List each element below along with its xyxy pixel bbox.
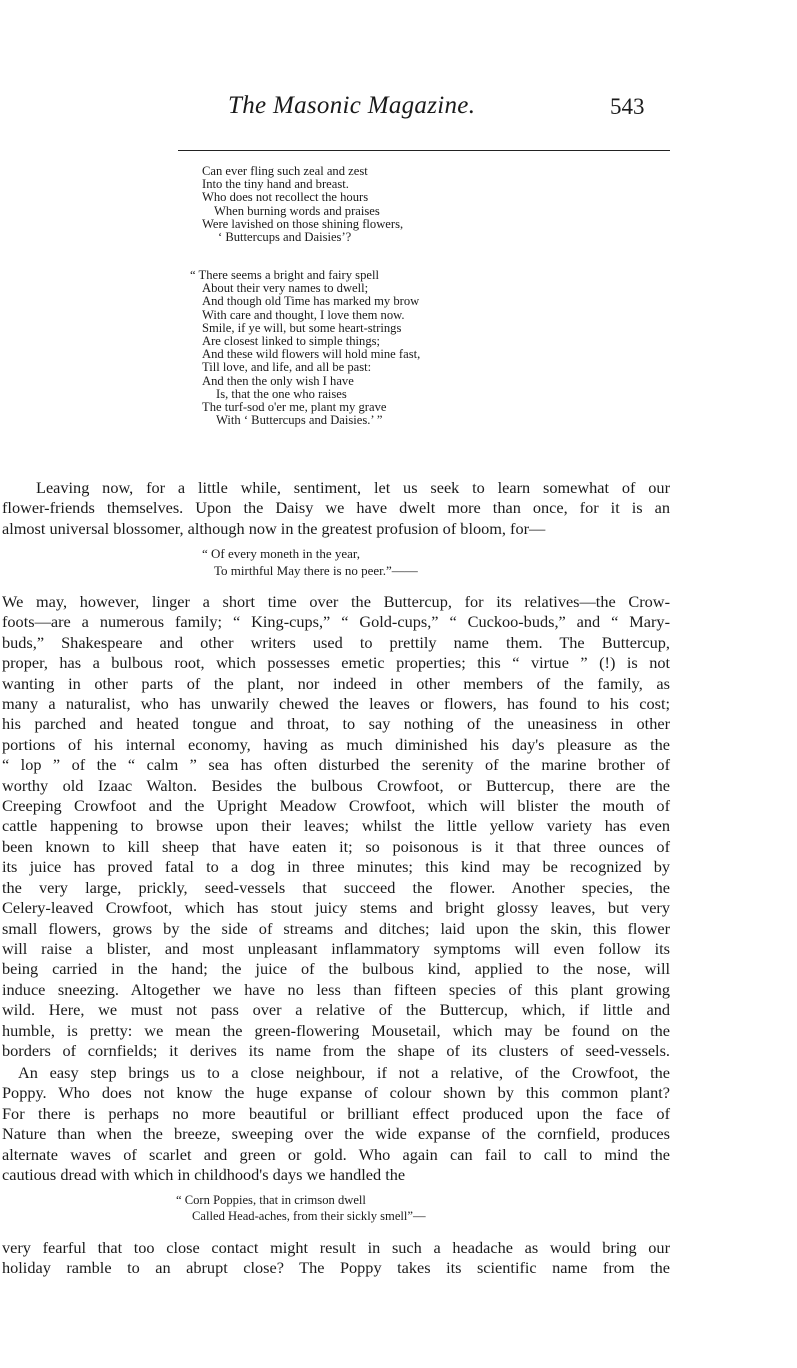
text-line: will raise a blister, and most unpleasant inflammatory symptoms will even follow its <box>2 938 670 958</box>
text-line: worthy old Izaac Walton. Besides the bulbous Crowfoot, or Buttercup, there are the <box>2 775 670 795</box>
verse-line: Can ever fling such zeal and zest <box>202 164 368 178</box>
text-line: humble, is pretty: we mean the green-flowering Mousetail, which may be found on the <box>2 1020 670 1040</box>
verse-line: ‘ Buttercups and Daisies’? <box>218 230 352 245</box>
text-line: his parched and heated tongue and throat, to say nothing of the uneasiness in other <box>2 714 670 734</box>
verse-stanza-2 <box>190 269 420 427</box>
text-line: induce sneezing. Altogether we have no less than fifteen species of this plant growing <box>2 979 670 999</box>
text-line: An easy step brings us to a close neighbour, if not a relative, of the Crowfoot, the <box>18 1063 670 1082</box>
text-line: flower-friends themselves. Upon the Daisy we have dwelt more than once, for it is an <box>2 498 670 518</box>
verse-line: The turf-sod o'er me, plant my grave <box>202 400 387 415</box>
verse-line: “ There seems a bright and fairy spell <box>190 268 379 282</box>
text-line: cautious dread with which in childhood's days we handled the <box>2 1165 406 1185</box>
text-line: wanting in other parts of the plant, nor indeed in other members of the family, as <box>2 673 670 693</box>
text-line: “ lop ” of the “ calm ” sea has often disturbed the serenity of the marine brother of <box>2 755 670 775</box>
text-line: Nature than when the breeze, sweeping over the wide expanse of the cornfield, produces <box>2 1124 670 1144</box>
running-title: The Masonic Magazine. <box>228 92 476 119</box>
text-line: Celery-leaved Crowfoot, which has stout juicy stems and bright glossy leaves, but very <box>2 898 670 918</box>
text-line: been known to kill sheep that have eaten it; so poisonous is it that three ounces of <box>2 836 670 856</box>
text-line: its juice has proved fatal to a dog in three minutes; this kind may be recognized by <box>2 857 670 877</box>
text-line: very fearful that too close contact might result in such a headache as would bring our <box>2 1238 670 1257</box>
text-line: Leaving now, for a little while, sentiment, let us seek to learn somewhat of our <box>36 478 670 497</box>
text-line: Creeping Crowfoot and the Upright Meadow Crowfoot, which will blister the mouth of <box>2 796 670 816</box>
verse-line: Till love, and life, and all be past: <box>202 360 372 375</box>
text-line: foots—are a numerous family; “ King-cups,” “ Gold-cups,” “ Cuckoo-buds,” and “ Mary- <box>2 612 670 632</box>
paragraph-1 <box>2 478 670 539</box>
page-header <box>0 92 797 132</box>
verse-line: When burning words and praises <box>214 203 380 218</box>
verse-line: With ‘ Buttercups and Daisies.’ ” <box>216 413 383 428</box>
page-number: 543 <box>610 94 645 119</box>
quote-line: “ Of every moneth in the year, <box>202 546 360 561</box>
text-line: almost universal blossomer, although now in the greatest profusion of bloom, for— <box>2 518 546 538</box>
text-line: buds,” Shakespeare and other writers used to prettily name them. The Buttercup, <box>2 632 670 652</box>
verse-line: Into the tiny hand and breast. <box>202 177 349 192</box>
text-line: holiday ramble to an abrupt close? The Poppy takes its scientific name from the <box>2 1258 670 1278</box>
verse-line: Smile, if ye will, but some heart-strings <box>202 320 402 335</box>
text-line: For there is perhaps no more beautiful or brilliant effect produced upon the face of <box>2 1103 670 1123</box>
header-rule <box>178 150 670 151</box>
text-line: borders of cornfields; it derives its name from the shape of its clusters of seed-vessels. <box>2 1040 670 1060</box>
verse-stanza-1 <box>202 165 403 244</box>
quotation-1 <box>202 545 418 579</box>
text-line: being carried in the hand; the juice of the bulbous kind, applied to the nose, will <box>2 959 670 979</box>
verse-line: And though old Time has marked my brow <box>202 294 420 309</box>
quote-line: To mirthful May there is no peer.”—— <box>214 563 418 578</box>
text-line: cattle happening to browse upon their leaves; whilst the little yellow variety has even <box>2 816 670 836</box>
verse-line: Is, that the one who raises <box>216 386 347 401</box>
quote-line: “ Corn Poppies, that in crimson dwell <box>176 1193 366 1207</box>
verse-line: Are closest linked to simple things; <box>202 334 381 349</box>
text-line: wild. Here, we must not pass over a relative of the Buttercup, which, if little and <box>2 1000 670 1020</box>
paragraph-4 <box>2 1238 670 1279</box>
quotation-2 <box>176 1192 426 1224</box>
paragraph-2 <box>2 592 670 1061</box>
text-line: alternate waves of scarlet and green or gold. Who again can fail to call to mind the <box>2 1144 670 1164</box>
text-line: small flowers, grows by the side of streams and ditches; laid upon the skin, this flower <box>2 918 670 938</box>
verse-line: With care and thought, I love them now. <box>202 307 405 322</box>
text-line: We may, however, linger a short time over the Buttercup, for its relatives—the Crow- <box>2 592 670 611</box>
text-line: proper, has a bulbous root, which possesses emetic properties; this “ virtue ” (!) is not <box>2 653 670 673</box>
text-line: Poppy. Who does not know the huge expanse of colour shown by this common plant? <box>2 1083 670 1103</box>
text-line: many a naturalist, who has unwarily chewed the leaves or flowers, has found to his cost; <box>2 694 670 714</box>
quote-line: Called Head-aches, from their sickly smell”— <box>192 1209 426 1223</box>
paragraph-3 <box>2 1063 670 1185</box>
text-line: portions of his internal economy, having as much diminished his day's pleasure as the <box>2 734 670 754</box>
verse-line: And these wild flowers will hold mine fast, <box>202 347 421 362</box>
text-line: the very large, prickly, seed-vessels that succeed the flower. Another species, the <box>2 877 670 897</box>
verse-line: About their very names to dwell; <box>202 281 369 296</box>
verse-line: Who does not recollect the hours <box>202 190 369 205</box>
verse-line: And then the only wish I have <box>202 373 354 388</box>
verse-line: Were lavished on those shining flowers, <box>202 216 404 231</box>
